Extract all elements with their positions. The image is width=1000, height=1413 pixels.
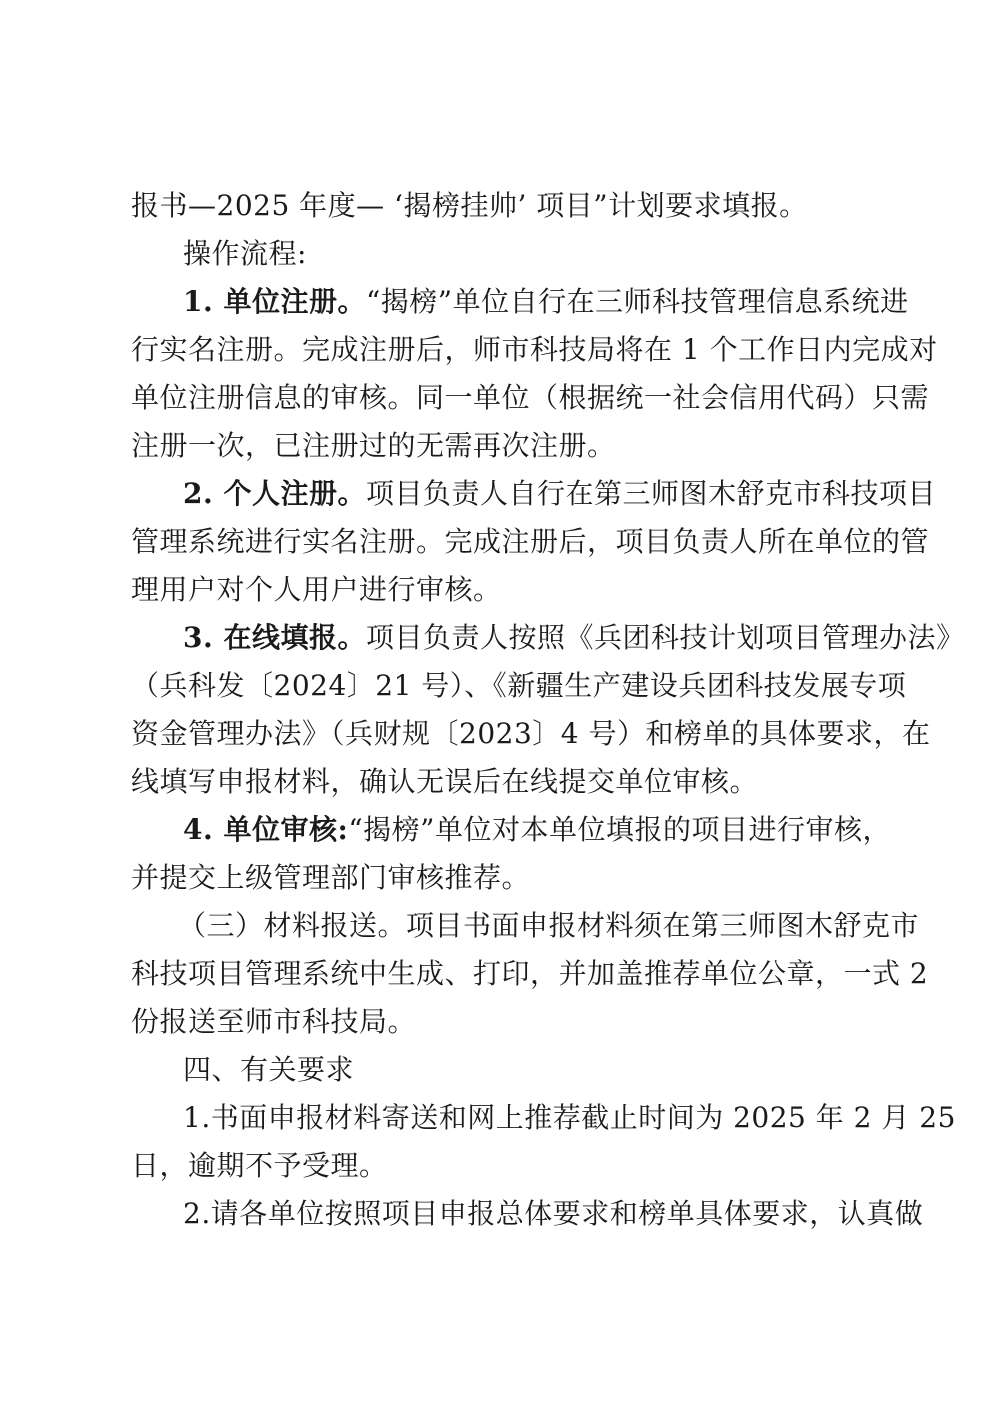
paragraph-line: 管理系统进行实名注册。完成注册后，项目负责人所在单位的管 (131, 525, 930, 558)
paragraph-line: 报书—2025 年度— ‘揭榜挂帅’ 项目”计划要求填报。 (131, 189, 808, 222)
section-heading: 操作流程: (183, 237, 307, 270)
step-1-line (183, 282, 909, 322)
paragraph-line: 行实名注册。完成注册后，师市科技局将在 1 个工作日内完成对 (131, 333, 938, 366)
paragraph-line: 2.请各单位按照项目申报总体要求和榜单具体要求，认真做 (183, 1197, 924, 1230)
paragraph-line: 并提交上级管理部门审核推荐。 (131, 861, 531, 894)
step-3-title: 3. 在线填报。 (183, 621, 366, 654)
paragraph-line: 份报送至师市科技局。 (131, 1005, 417, 1038)
paragraph-line: （兵科发〔2024〕21 号）、《新疆生产建设兵团科技发展专项 (131, 669, 907, 702)
paragraph-line: 1.书面申报材料寄送和网上推荐截止时间为 2025 年 2 月 25 (183, 1101, 956, 1134)
paragraph-line: 日，逾期不予受理。 (131, 1149, 388, 1182)
paragraph-line: 注册一次，已注册过的无需再次注册。 (131, 429, 616, 462)
paragraph-line: 单位注册信息的审核。同一单位（根据统一社会信用代码）只需 (131, 381, 930, 414)
paragraph-line: 科技项目管理系统中生成、打印，并加盖推荐单位公章，一式 2 (131, 957, 929, 990)
step-2-line (183, 474, 936, 514)
step-2-text: 项目负责人自行在第三师图木舒克市科技项目 (365, 477, 936, 510)
step-3-line (183, 618, 965, 658)
step-4-text: “揭榜”单位对本单位填报的项目进行审核， (348, 813, 891, 846)
paragraph-line: 线填写申报材料，确认无误后在线提交单位审核。 (131, 765, 759, 798)
step-2-title: 2. 个人注册。 (183, 477, 366, 510)
section-heading: 四、有关要求 (183, 1053, 355, 1086)
step-3-text: 项目负责人按照《兵团科技计划项目管理办法》 (365, 621, 965, 654)
step-4-title: 4. 单位审核: (183, 813, 349, 846)
step-1-text: “揭榜”单位自行在三师科技管理信息系统进 (365, 285, 909, 318)
step-1-title: 1. 单位注册。 (183, 285, 366, 318)
step-4-line (183, 810, 891, 850)
paragraph-line: （三）材料报送。项目书面申报材料须在第三师图木舒克市 (178, 909, 920, 942)
paragraph-line: 理用户对个人用户进行审核。 (131, 573, 502, 606)
paragraph-line: 资金管理办法》（兵财规〔2023〕4 号）和榜单的具体要求，在 (131, 717, 931, 750)
